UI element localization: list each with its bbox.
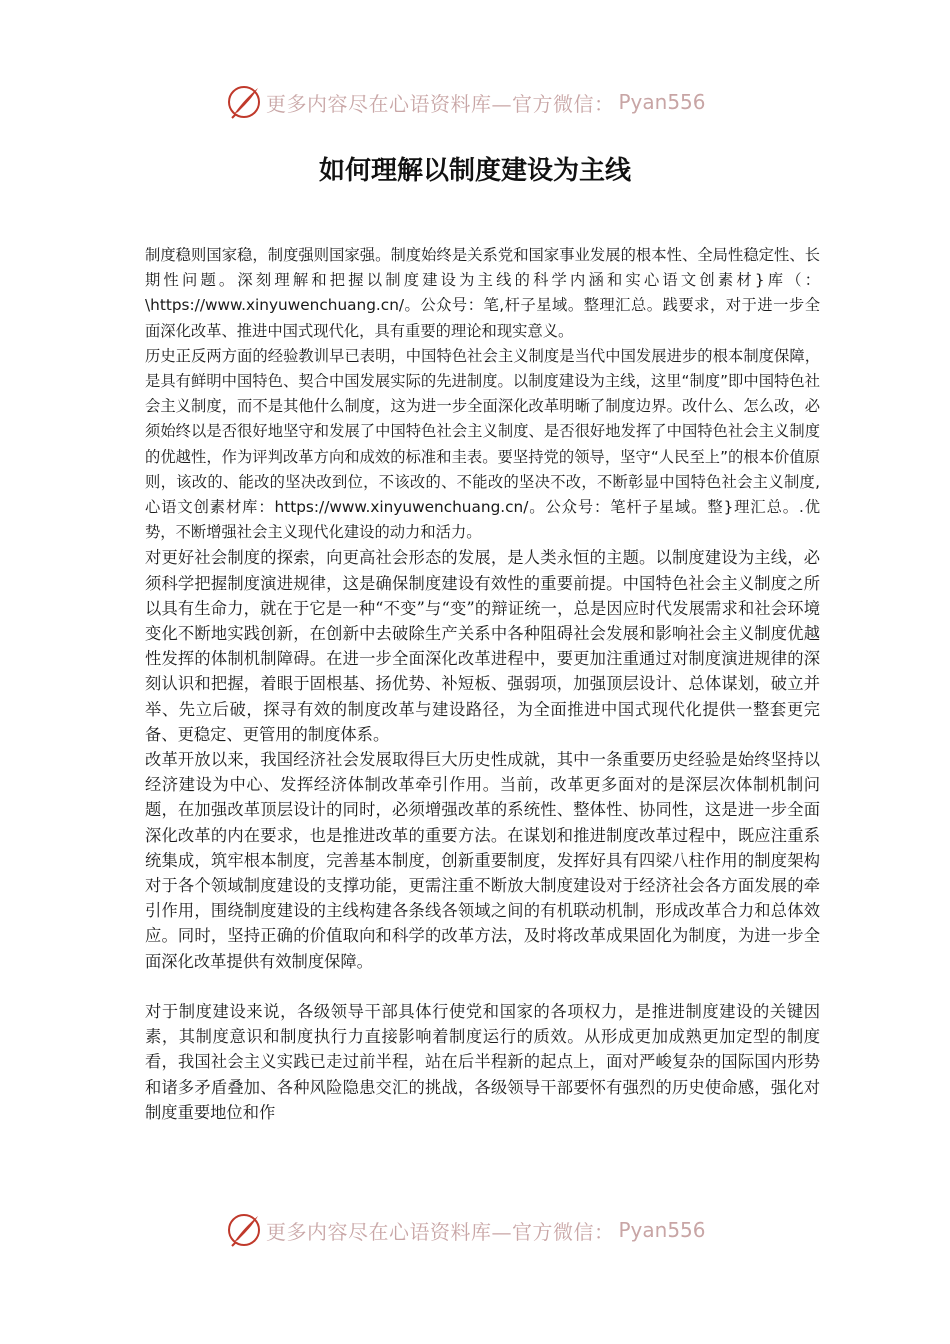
header-banner	[226, 82, 706, 122]
quill-pen-icon	[226, 84, 262, 120]
wechat-id: Pyan556	[618, 1218, 706, 1242]
paragraph-1: 制度稳则国家稳，制度强则国家强。制度始终是关系党和国家事业发展的根本性、全局性稳定性、长期性问题。深刻理解和把握以制度建设为主线的科学内涵和实心语文创素材}库（：\https://www.xinyuwenchuang.cn/。公众号：笔,杆子星域。整理汇总。践要求，对于进一步全面深化改革、推进中国式现代化，具有重要的理论和现实意义。	[145, 246, 820, 340]
article-body	[145, 243, 820, 1125]
banner-text: 更多内容尽在心语资料库—官方微信：	[266, 91, 615, 116]
quill-pen-icon	[226, 1212, 262, 1248]
footer-banner	[226, 1210, 706, 1250]
paragraph-2: 历史正反两方面的经验教训早已表明，中国特色社会主义制度是当代中国发展进步的根本制度保障，是具有鲜明中国特色、契合中国发展实际的先进制度。以制度建设为主线，这里“制度”即中国特色社会主义制度，而不是其他什么制度，这为进一步全面深化改革明晰了制度边界。改什么、怎么改，必须始终以是否很好地坚守和发展了中国特色社会主义制度、是否很好地发挥了中国特色社会主义制度的优越性，作为评判改革方向和成效的标准和圭表。要坚持党的领导，坚守“人民至上”的根本价值原则，该改的、能改的坚决改到位，不该改的、不能改的坚决不改，不断彰显中国特色社会主义制度,心语文创素材库：https://www.xinyuwenchuang.cn/。公众号：笔杆子星域。整}理汇总。.优势，不断增强社会主义现代化建设的动力和活力。	[145, 346, 820, 542]
paragraph-5: 对于制度建设来说，各级领导干部具体行使党和国家的各项权力，是推进制度建设的关键因素，其制度意识和制度执行力直接影响着制度运行的质效。从形成更加成熟更加定型的制度看，我国社会主义实践已走过前半程，站在后半程新的起点上，面对严峻复杂的国际国内形势和诸多矛盾叠加、各种风险隐患交汇的挑战，各级领导干部要怀有强烈的历史使命感，强化对制度重要地位和作	[145, 1001, 820, 1122]
banner-text: 更多内容尽在心语资料库—官方微信：	[266, 1219, 615, 1244]
wechat-id: Pyan556	[618, 90, 706, 114]
paragraph-4: 改革开放以来，我国经济社会发展取得巨大历史性成就，其中一条重要历史经验是始终坚持以经济建设为中心、发挥经济体制改革牵引作用。当前，改革更多面对的是深层次体制机制问题，在加强改革顶层设计的同时，必须增强改革的系统性、整体性、协同性，这是进一步全面深化改革的内在要求，也是推进改革的重要方法。在谋划和推进制度改革过程中，既应注重系统集成，筑牢根本制度，完善基本制度，创新重要制度，发挥好具有四梁八柱作用的制度架构对于各个领域制度建设的支撑功能，更需注重不断放大制度建设对于经济社会各方面发展的牵引作用，围绕制度建设的主线构建各条线各领域之间的有机联动机制，形成改革合力和总体效应。同时，坚持正确的价值取向和科学的改革方法，及时将改革成果固化为制度，为进一步全面深化改革提供有效制度保障。	[145, 750, 820, 971]
page-title: 如何理解以制度建设为主线	[318, 156, 631, 186]
paragraph-spacer	[145, 974, 820, 999]
paragraph-3: 对更好社会制度的探索，向更高社会形态的发展，是人类永恒的主题。以制度建设为主线，必须科学把握制度演进规律，这是确保制度建设有效性的重要前提。中国特色社会主义制度之所以具有生命力，就在于它是一种“不变”与“变”的辩证统一，总是因应时代发展需求和社会环境变化不断地实践创新，在创新中去破除生产关系中各种阻碍社会发展和影响社会主义制度优越性发挥的体制机制障碍。在进一步全面深化改革进程中，要更加注重通过对制度演进规律的深刻认识和把握，着眼于固根基、扬优势、补短板、强弱项，加强顶层设计、总体谋划，破立并举、先立后破，探寻有效的制度改革与建设路径，为全面推进中国式现代化提供一整套更完备、更稳定、更管用的制度体系。	[145, 548, 820, 744]
